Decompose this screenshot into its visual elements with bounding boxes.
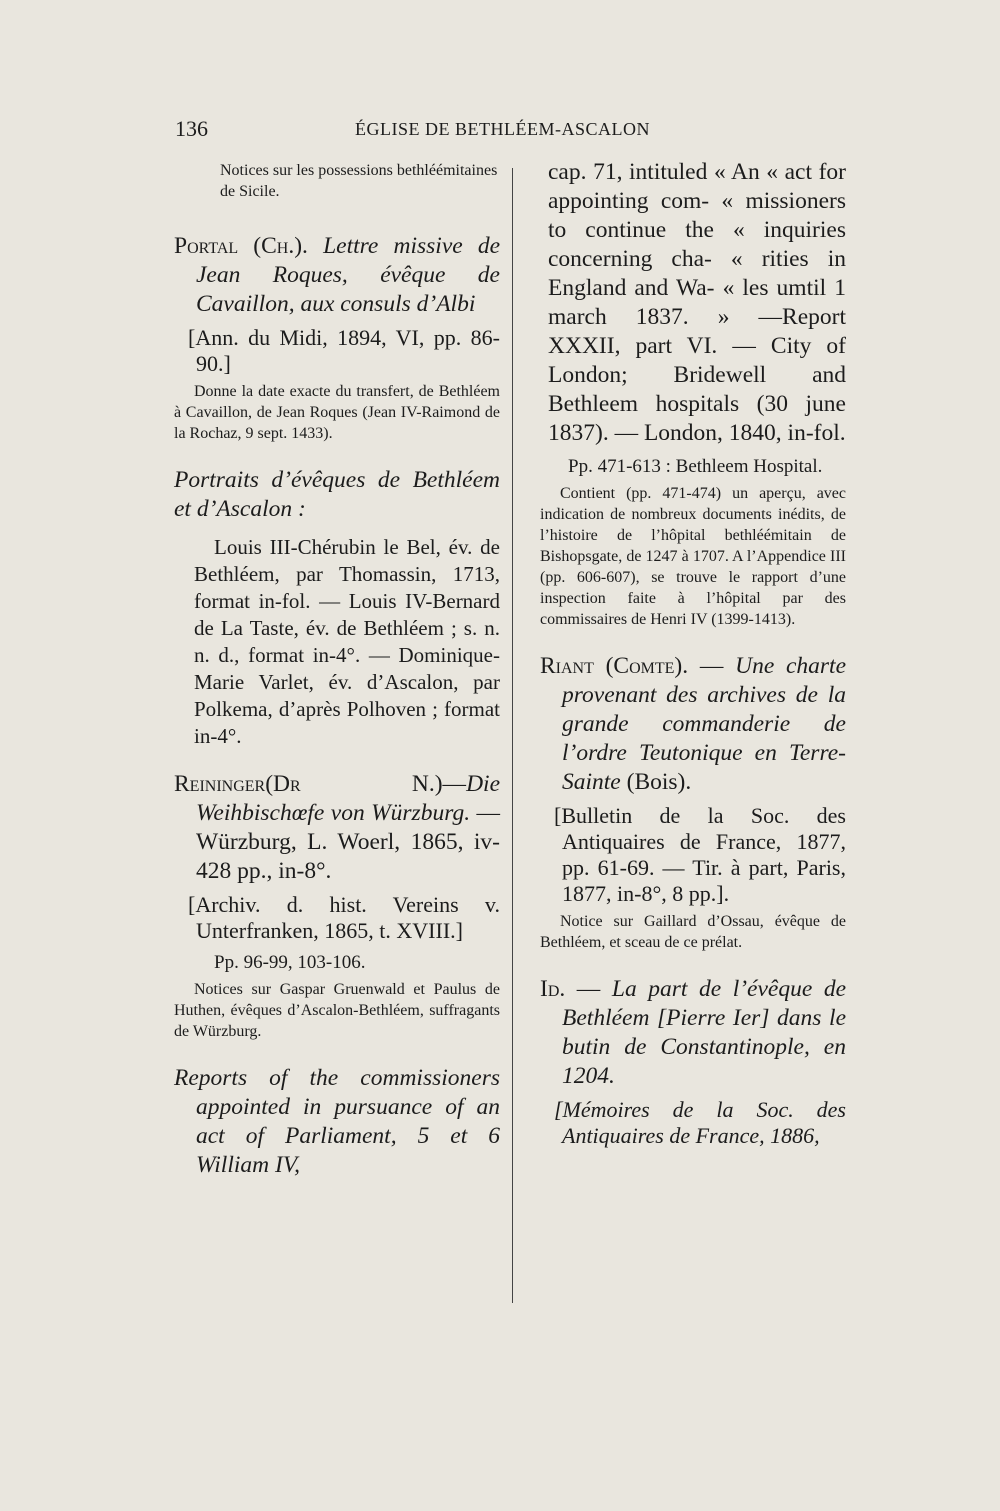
reports-continued: cap. 71, intituled « An « act for appointing com- « missioners to continue the « inquiries concerning cha- « rities in England and Wa- « les umtil 1 march 1837. » —Report XXXII, part VI. — City of London; Bridewell and Bethleem hospitals (30 june 1837). — London, 1840, in-fol. bbox=[548, 159, 846, 446]
entry-id bbox=[540, 975, 846, 1091]
entry-title: Lettre missive de Jean Roques, évêque de Cavaillon, aux consuls d’Albi bbox=[196, 233, 501, 317]
entry-author: Portal (Ch.). bbox=[174, 233, 308, 259]
entry-note: Notices sur Gaspar Gruenwald et Paulus de Huthen, évêques d’Ascalon-Bethléem, suffragants de Würzburg. bbox=[174, 981, 500, 1040]
entry-citation: [Ann. du Midi, 1894, VI, pp. 86-90.] bbox=[188, 325, 500, 376]
portraits-body: Louis III-Chérubin le Bel, év. de Bethléem, par Thomassin, 1713, format in-fol. — Louis IV-Bernard de La Taste, év. de Bethléem ; s. n. n. d., format in-4°. — Dominique-Marie Varlet, év. d’Ascalon, par Polkema, d’après Polhoven ; format in-4°. bbox=[194, 535, 500, 748]
top-note: Notices sur les possessions bethléémitaines de Sicile. bbox=[220, 162, 498, 200]
entry-note: Donne la date exacte du transfert, de Bethléem à Cavaillon, de Jean Roques (Jean IV-Raimond de la Rochaz, 9 sept. 1433). bbox=[174, 383, 500, 442]
page-number: 136 bbox=[175, 116, 208, 141]
entry-citation: [Bulletin de la Soc. des Antiquaires de France, 1877, pp. 61-69. — Tir. à part, Paris, 1877, in-8°, 8 pp.]. bbox=[554, 803, 846, 906]
entry-pages: Pp. 471-613 : Bethleem Hospital. bbox=[568, 456, 823, 477]
right-column bbox=[540, 158, 846, 1153]
entry-title: La part de l’évêque de Bethléem [Pierre Ier] dans le butin de Constantinople, en 1204. bbox=[562, 976, 847, 1089]
entry-title: Une charte provenant des archives de la grande commanderie de l’ordre Teutonique en Terre-Sainte bbox=[562, 653, 847, 795]
entry-reininger bbox=[174, 770, 500, 886]
entry-author: Id. — bbox=[540, 976, 601, 1002]
column-divider bbox=[512, 168, 513, 1303]
entry-note: Contient (pp. 471-474) un aperçu, avec indication de nombreux documents inédits, de l’histoire de l’hôpital bethléémitain de Bishopsgate, de 1247 à 1707. A l’Appendice III (pp. 606-607), se trouve le rapport d’une inspection faite à l’hôpital par des commissaires de Henri IV (1399-1413). bbox=[540, 485, 846, 628]
entry-note: Notice sur Gaillard d’Ossau, évêque de Bethléem, et sceau de ce prélat. bbox=[540, 913, 846, 951]
entry-reports bbox=[174, 1064, 500, 1180]
left-column bbox=[174, 158, 500, 1180]
entry-title: Die Weihbischœfe von Würzburg. bbox=[196, 771, 500, 826]
entry-title: Reports of the commissioners appointed in pursuance of an act of Parliament, 5 et 6 William IV, bbox=[174, 1065, 500, 1178]
entry-author: Reininger(Dr N.)— bbox=[174, 771, 467, 797]
entry-citation: [Archiv. d. hist. Vereins v. Unterfranken, 1865, t. XVIII.] bbox=[188, 892, 500, 943]
entry-riant bbox=[540, 652, 846, 797]
portraits-heading: Portraits d’évêques de Bethléem et d’Ascalon : bbox=[174, 467, 500, 522]
entry-author: Riant (Comte). — bbox=[540, 653, 724, 679]
entry-citation: [Mémoires de la Soc. des Antiquaires de France, 1886, bbox=[554, 1097, 846, 1148]
running-head: ÉGLISE DE BETHLÉEM-ASCALON bbox=[355, 119, 650, 139]
entry-portal bbox=[174, 232, 500, 319]
entry-publication: — Würzburg, L. Woerl, 1865, iv-428 pp., in-8°. bbox=[196, 800, 501, 884]
entry-pages: Pp. 96-99, 103-106. bbox=[214, 952, 366, 973]
entry-tail: (Bois). bbox=[626, 769, 692, 795]
